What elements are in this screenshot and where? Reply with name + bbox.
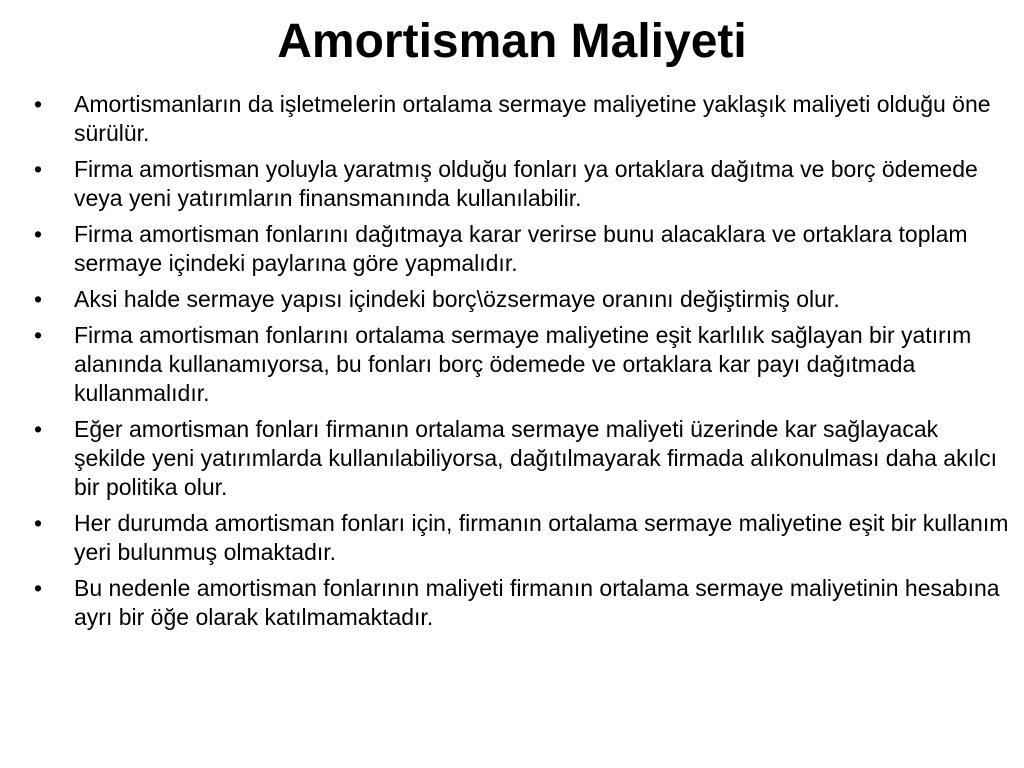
bullet-text: Firma amortisman fonlarını dağıtmaya karar verirse bunu alacaklara ve ortaklara toplam sermaye içindeki paylarına göre yapmalıdır. — [74, 221, 968, 276]
bullet-text: Amortismanların da işletmelerin ortalama sermaye maliyetine yaklaşık maliyeti olduğu öne sürülür. — [74, 91, 991, 146]
bullet-icon: • — [34, 416, 43, 442]
bullet-text: Firma amortisman fonlarını ortalama sermaye maliyetine eşit karlılık sağlayan bir yatırım alanında kullanamıyorsa, bu fonları borç ödemede ve ortaklara kar payı dağıtmada kullanmalıdır. — [74, 322, 972, 406]
bullet-text: Her durumda amortisman fonları için, firmanın ortalama sermaye maliyetine eşit bir kullanım yeri bulunmuş olmaktadır. — [74, 510, 1009, 565]
bullet-item — [34, 220, 1012, 278]
bullet-item — [34, 285, 1012, 314]
bullet-item — [34, 321, 1012, 408]
bullet-text: Firma amortisman yoluyla yaratmış olduğu fonları ya ortaklara dağıtma ve borç ödemede veya yeni yatırımların finansmanında kullanılabilir. — [74, 156, 978, 211]
bullet-icon: • — [34, 322, 43, 348]
bullet-list — [34, 90, 1012, 639]
bullet-item — [34, 509, 1012, 567]
slide-title: Amortisman Maliyeti — [277, 15, 747, 68]
bullet-icon: • — [34, 286, 43, 312]
bullet-item — [34, 415, 1012, 502]
bullet-icon: • — [34, 221, 43, 247]
bullet-item — [34, 574, 1012, 632]
bullet-icon: • — [34, 156, 43, 182]
bullet-text: Aksi halde sermaye yapısı içindeki borç\özsermaye oranını değiştirmiş olur. — [74, 286, 840, 312]
bullet-text: Bu nedenle amortisman fonlarının maliyeti firmanın ortalama sermaye maliyetinin hesabına ayrı bir öğe olarak katılmamaktadır. — [74, 575, 1000, 630]
bullet-item — [34, 155, 1012, 213]
bullet-item — [34, 90, 1012, 148]
bullet-icon: • — [34, 91, 43, 117]
bullet-icon: • — [34, 575, 43, 601]
bullet-icon: • — [34, 510, 43, 536]
bullet-text: Eğer amortisman fonları firmanın ortalama sermaye maliyeti üzerinde kar sağlayacak şekilde yeni yatırımlarda kullanılabiliyorsa, dağıtılmayarak firmada alıkonulması daha akılcı bir politika olur. — [74, 416, 997, 500]
